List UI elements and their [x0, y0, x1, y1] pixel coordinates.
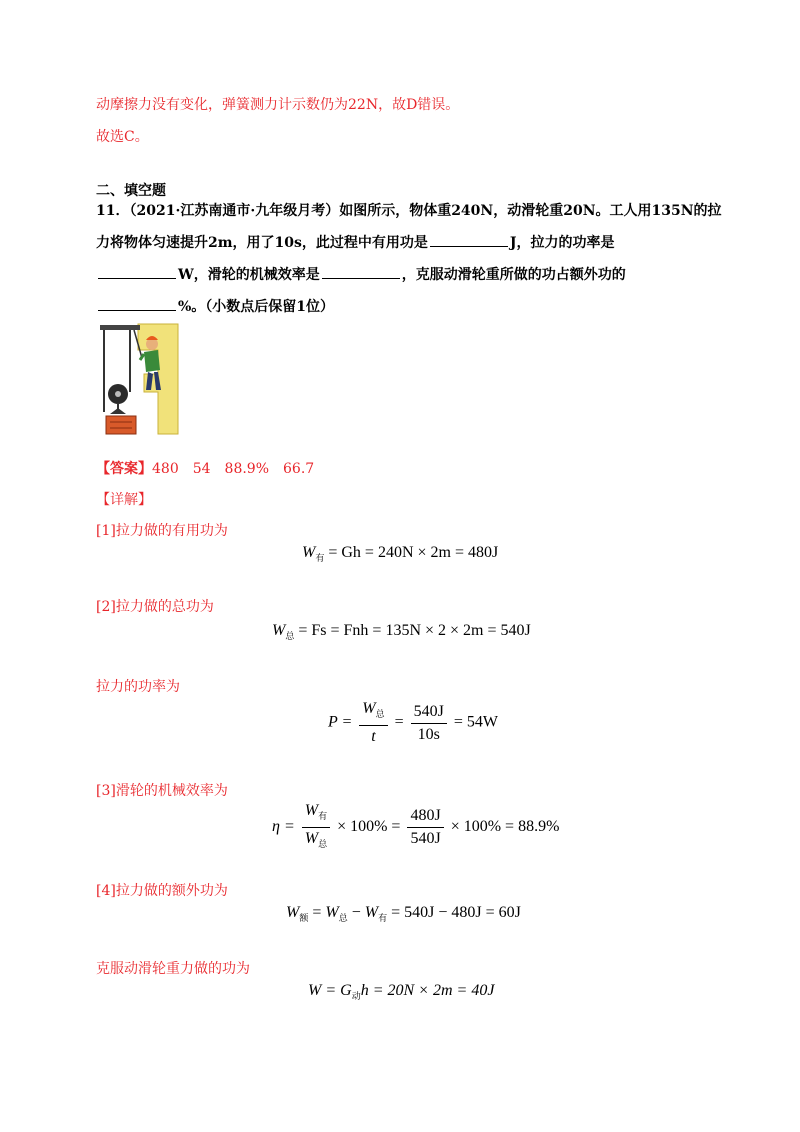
question-line-4 — [96, 296, 334, 316]
f3-num-w: W — [362, 700, 376, 717]
f3-frac-2 — [411, 703, 447, 744]
formula-pulley-work — [308, 982, 494, 1002]
f5-w3: W — [364, 904, 379, 921]
detail-label: 【详解】 — [96, 492, 152, 508]
f5-w: W — [286, 904, 300, 921]
step-1-text: [1]拉力做的有用功为 — [96, 523, 228, 539]
f5-rest: = 540J − 480J = 60J — [387, 904, 521, 921]
f1-rest: = Gh = 240N × 2m = 480J — [324, 544, 499, 561]
f5-sub: 额 — [299, 913, 309, 923]
blank-efficiency — [322, 266, 400, 279]
f4-num-w: W — [304, 802, 319, 819]
f5-w2: W — [325, 904, 339, 921]
f2-sub: 总 — [285, 631, 295, 641]
f3-num-sub: 总 — [375, 709, 385, 719]
f4-lhs: η = — [272, 818, 295, 836]
step-5-text: [4]拉力做的额外功为 — [96, 883, 228, 899]
step-4-text: [3]滑轮的机械效率为 — [96, 783, 228, 799]
f5-sub2: 总 — [338, 913, 348, 923]
f4-frac-1 — [302, 802, 330, 853]
formula-efficiency — [272, 802, 559, 853]
top-line-1: 动摩擦力没有变化，弹簧测力计示数仍为22N，故D错误。 — [96, 97, 460, 113]
formula-total-work — [272, 622, 531, 642]
question-line-2-a: 力将物体匀速提升2m，用了10s，此过程中有用功是 — [96, 235, 428, 251]
f3-den: t — [371, 728, 376, 745]
f3-lhs: P = — [328, 713, 353, 731]
question-line-1: 11．（2021·江苏南通市·九年级月考）如图所示，物体重240N，动滑轮重20N。工人用135N的拉 — [96, 203, 722, 219]
f3-rest: = 54W — [453, 713, 499, 731]
f4-mid: × 100% = — [337, 818, 401, 836]
f6-lhs: W = G — [308, 982, 352, 999]
f4-den2: 540J — [410, 830, 441, 847]
question-line-2-b: J，拉力的功率是 — [509, 235, 615, 251]
f4-den-sub: 总 — [318, 839, 328, 849]
f2-w: W — [272, 622, 286, 639]
step-3-text: 拉力的功率为 — [96, 679, 180, 695]
f4-num2: 480J — [407, 807, 443, 828]
f1-w: W — [302, 544, 316, 561]
f3-num2: 540J — [411, 703, 447, 724]
question-line-2 — [96, 232, 615, 252]
f3-den2: 10s — [417, 725, 440, 743]
f2-rest: = Fs = Fnh = 135N × 2 × 2m = 540J — [294, 622, 531, 639]
section-title: 二、填空题 — [96, 183, 166, 199]
f6-sub: 动 — [351, 991, 361, 1001]
blank-useful-work — [430, 234, 508, 247]
f4-num-sub: 有 — [318, 811, 328, 821]
formula-power — [328, 700, 498, 746]
step-6-text: 克服动滑轮重力做的功为 — [96, 961, 250, 977]
formula-useful-work — [302, 544, 498, 564]
f3-frac-1 — [359, 700, 387, 746]
pulley-illustration — [98, 322, 180, 438]
question-line-3-b: ，克服动滑轮重所做的功占额外功的 — [401, 267, 626, 283]
f3-eq: = — [394, 713, 404, 731]
step-2-text: [2]拉力做的总功为 — [96, 599, 214, 615]
question-line-4-text: %。（小数点后保留1位） — [178, 299, 335, 315]
formula-extra-work — [286, 904, 521, 924]
blank-power — [98, 266, 176, 279]
answer-values: 480 54 88.9% 66.7 — [152, 461, 315, 477]
answer-label: 【答案】 — [96, 461, 152, 477]
f1-sub: 有 — [315, 553, 325, 563]
blank-percentage — [98, 298, 176, 311]
question-line-3-a: W，滑轮的机械效率是 — [178, 267, 320, 283]
f5-sub3: 有 — [378, 913, 388, 923]
f5-eq: = — [308, 904, 326, 921]
top-line-2: 故选C。 — [96, 129, 149, 145]
question-line-3 — [96, 264, 626, 284]
f5-minus: − — [347, 904, 365, 921]
f4-frac-2 — [407, 807, 443, 848]
f4-rest: × 100% = 88.9% — [450, 818, 560, 836]
answer-line — [96, 458, 314, 478]
f6-rest: h = 20N × 2m = 40J — [360, 982, 495, 999]
f4-den-w: W — [304, 830, 319, 847]
